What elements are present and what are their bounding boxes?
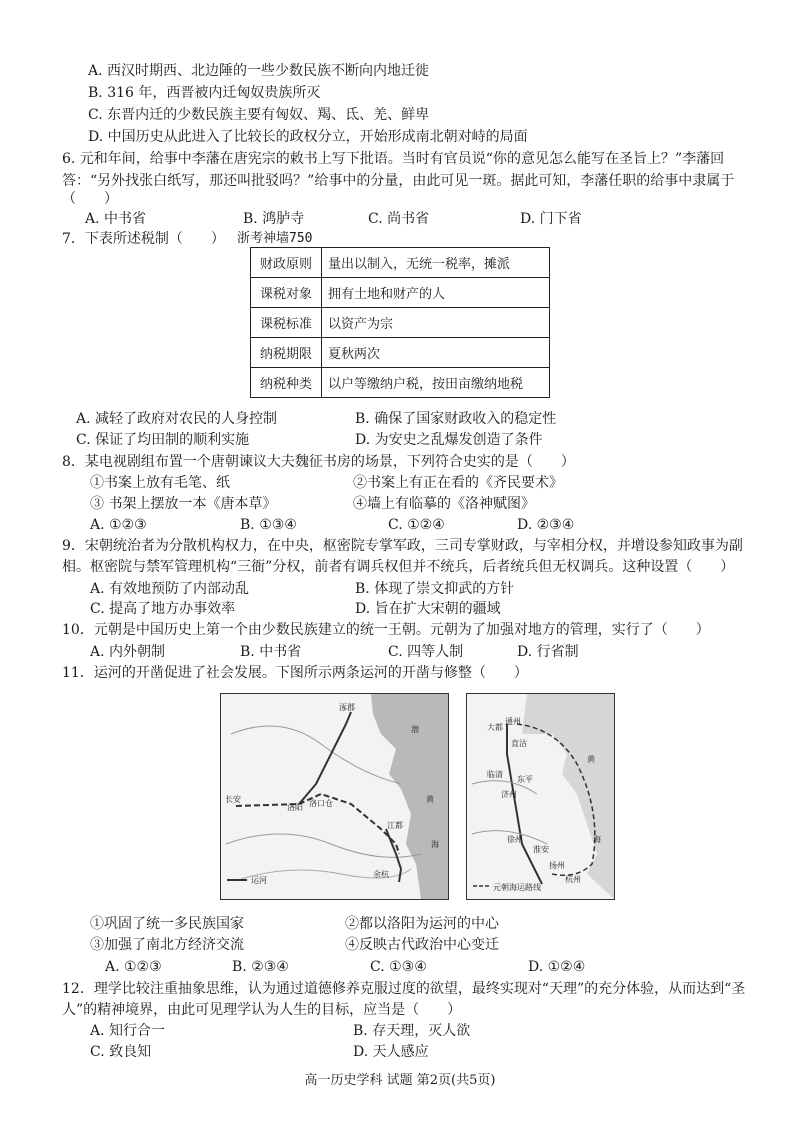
table-key: 纳税种类 bbox=[251, 368, 322, 398]
q7-option-b: B. 确保了国家财政收入的稳定性 bbox=[355, 411, 557, 427]
q6-stem-line-3: （ ） bbox=[62, 191, 118, 207]
q12-option-a: A. 知行合一 bbox=[90, 1023, 166, 1039]
map2-label: 黄 bbox=[587, 755, 595, 764]
q8-item-1: ①书案上放有毛笔、纸 bbox=[90, 475, 230, 491]
table-value: 拥有土地和财产的人 bbox=[322, 278, 550, 308]
q12-option-b: B. 存天理，灭人欲 bbox=[353, 1023, 471, 1039]
map2-label: 直沽 bbox=[511, 739, 527, 748]
map2-label: 杭州 bbox=[565, 875, 581, 884]
map1-legend: 运河 bbox=[251, 876, 267, 885]
map1-label: 黄 bbox=[426, 795, 434, 804]
q12-stem-line-1: 12．理学比较注重抽象思维，认为通过道德修养克服过度的欲望，最终实现对“天理”的充分体验，从而达到“圣 bbox=[62, 981, 746, 997]
q6-option-d: D. 门下省 bbox=[520, 211, 582, 227]
q9-option-a: A. 有效地预防了内部动乱 bbox=[90, 581, 250, 597]
map2-label: 临清 bbox=[487, 770, 503, 779]
q7-option-d: D. 为安史之乱爆发创造了条件 bbox=[355, 432, 543, 448]
table-value: 量出以制入，无统一税率，摊派 bbox=[322, 248, 550, 278]
table-key: 财政原则 bbox=[251, 248, 322, 278]
q11-option-b: B. ②③④ bbox=[232, 959, 289, 975]
q5-option-b: B. 316 年，西晋被内迁匈奴贵族所灭 bbox=[88, 85, 321, 101]
tax-table bbox=[250, 247, 550, 398]
q5-option-c: C. 东晋内迁的少数民族主要有匈奴、羯、氐、羌、鲜卑 bbox=[88, 107, 430, 123]
q12-stem-line-2: 人”的精神境界，由此可见理学认为人生的目标，应当是（ ） bbox=[62, 1002, 462, 1018]
q11-option-a: A. ①②③ bbox=[105, 959, 162, 975]
table-row bbox=[251, 278, 550, 308]
table-value: 夏秋两次 bbox=[322, 338, 550, 368]
q5-option-d: D. 中国历史从此进入了比较长的政权分立，开始形成南北朝对峙的局面 bbox=[88, 129, 528, 145]
q11-option-d: D. ①②④ bbox=[528, 959, 586, 975]
page-footer: 高一历史学科 试题 第2页(共5页) bbox=[304, 1073, 496, 1088]
q8-item-3: ③ 书架上摆放一本《唐本草》 bbox=[90, 496, 277, 512]
q11-item-3: ③加强了南北方经济交流 bbox=[90, 937, 244, 953]
map2-label: 扬州 bbox=[549, 861, 565, 870]
map2-legend: 元朝海运路线 bbox=[493, 883, 541, 892]
table-value: 以户等缴纳户税，按田亩缴纳地税 bbox=[322, 368, 550, 398]
q7-handwritten-note: 浙考神墙750 bbox=[237, 231, 313, 246]
q10-stem: 10．元朝是中国历史上第一个由少数民族建立的统一王朝。元朝为了加强对地方的管理，实行了（ ） bbox=[62, 622, 710, 638]
q11-option-c: C. ①③④ bbox=[370, 959, 427, 975]
q5-option-a: A. 西汉时期西、北边陲的一些少数民族不断向内地迁徙 bbox=[88, 63, 430, 79]
map2-label: 济州 bbox=[501, 790, 517, 799]
q8-item-4: ④墙上有临摹的《洛神赋图》 bbox=[353, 496, 535, 512]
q12-option-d: D. 天人感应 bbox=[353, 1044, 429, 1060]
q7-option-a: A. 减轻了政府对农民的人身控制 bbox=[76, 411, 278, 427]
table-key: 课税对象 bbox=[251, 278, 322, 308]
table-row bbox=[251, 248, 550, 278]
q7-stem: 7．下表所述税制（ ） bbox=[62, 231, 225, 247]
q6-option-a: A. 中书省 bbox=[85, 211, 147, 227]
q9-option-b: B. 体现了崇文抑武的方针 bbox=[355, 581, 515, 597]
map2-label: 东平 bbox=[517, 775, 533, 784]
q10-option-d: D. 行省制 bbox=[517, 644, 579, 660]
q6-stem-line-2: 答：“另外找张白纸写，那还叫批驳吗？”给事中的分量，由此可见一斑。据此可知，李藩任职的给事中隶属于 bbox=[62, 173, 735, 189]
q8-option-a: A. ①②③ bbox=[90, 517, 147, 533]
map1-label: 洛阳 bbox=[287, 803, 303, 812]
map1-label: 涿郡 bbox=[339, 703, 355, 712]
q10-option-c: C. 四等人制 bbox=[388, 644, 464, 660]
q12-option-c: C. 致良知 bbox=[90, 1044, 152, 1060]
q8-stem: 8．某电视剧组布置一个唐朝谏议大夫魏征书房的场景，下列符合史实的是（ ） bbox=[62, 454, 575, 470]
map2-label: 淮安 bbox=[533, 845, 549, 854]
q8-option-d: D. ②③④ bbox=[517, 517, 575, 533]
q11-stem: 11．运河的开凿促进了社会发展。下图所示两条运河的开凿与修整（ ） bbox=[62, 665, 528, 681]
map1-label: 长安 bbox=[225, 795, 241, 804]
table-row bbox=[251, 368, 550, 398]
table-row bbox=[251, 308, 550, 338]
q6-option-c: C. 尚书省 bbox=[368, 211, 430, 227]
q8-option-c: C. ①②④ bbox=[388, 517, 445, 533]
q9-stem-line-2: 相。枢密院与禁军管理机构“三衙”分权，前者有调兵权但并不统兵，后者统兵但无权调兵。这种设置（ ） bbox=[62, 559, 735, 575]
map2-label: 通州 bbox=[505, 717, 521, 726]
map1-label: 江都 bbox=[387, 821, 403, 830]
q9-option-c: C. 提高了地方办事效率 bbox=[90, 601, 236, 617]
yuan-canal-map bbox=[466, 693, 615, 900]
q8-option-b: B. ①③④ bbox=[240, 517, 297, 533]
map1-label: 余杭 bbox=[373, 870, 389, 879]
q10-option-b: B. 中书省 bbox=[240, 644, 302, 660]
q9-option-d: D. 旨在扩大宋朝的疆域 bbox=[355, 601, 501, 617]
q10-option-a: A. 内外朝制 bbox=[90, 644, 166, 660]
q11-item-4: ④反映古代政治中心变迁 bbox=[345, 937, 499, 953]
map1-label: 洛口仓 bbox=[309, 799, 333, 808]
map2-label: 大都 bbox=[487, 723, 503, 732]
q6-option-b: B. 鸿胪寺 bbox=[243, 211, 305, 227]
table-key: 纳税期限 bbox=[251, 338, 322, 368]
q11-item-1: ①巩固了统一多民族国家 bbox=[90, 916, 244, 932]
map1-label: 渤 bbox=[411, 725, 419, 734]
q6-stem-line-1: 6. 元和年间，给事中李藩在唐宪宗的敕书上写下批语。当时有官员说“你的意见怎么能写在圣旨上？”李藩回 bbox=[62, 151, 725, 167]
q11-item-2: ②都以洛阳为运河的中心 bbox=[345, 916, 499, 932]
q8-item-2: ②书案上有正在看的《齐民要术》 bbox=[353, 475, 563, 491]
table-value: 以资产为宗 bbox=[322, 308, 550, 338]
q9-stem-line-1: 9．宋朝统治者为分散机构权力，在中央，枢密院专掌军政，三司专掌财政，与宰相分权，并增设参知政事为副 bbox=[62, 538, 743, 554]
map1-label: 海 bbox=[431, 840, 439, 849]
table-key: 课税标准 bbox=[251, 308, 322, 338]
table-row bbox=[251, 338, 550, 368]
sui-canal-map bbox=[220, 693, 449, 900]
map2-label: 海 bbox=[593, 835, 601, 844]
q7-option-c: C. 保证了均田制的顺利实施 bbox=[76, 432, 250, 448]
map2-label: 徐州 bbox=[507, 835, 523, 844]
